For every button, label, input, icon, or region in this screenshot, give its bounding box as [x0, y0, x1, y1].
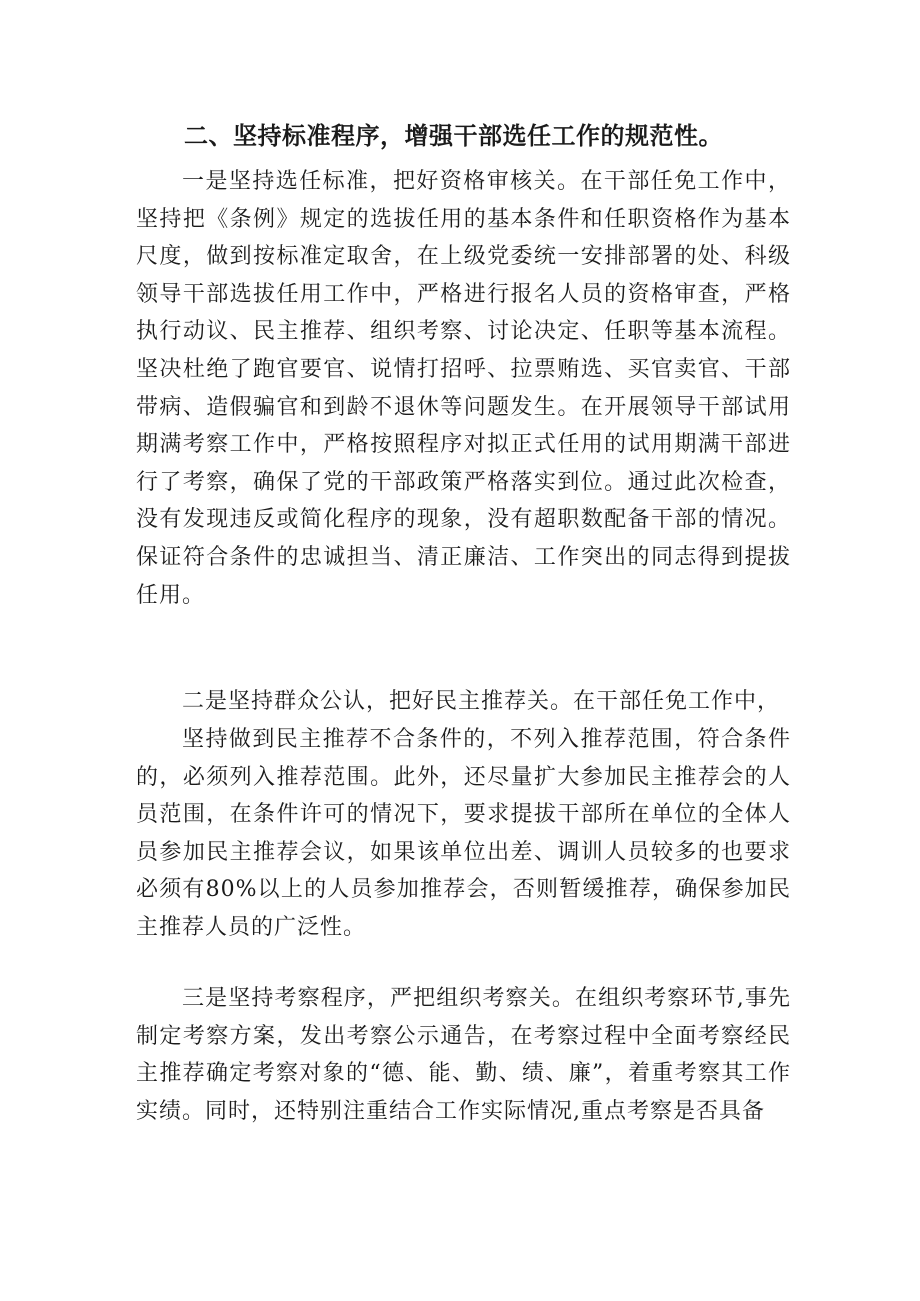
paragraph-democratic-recommendation-intro: 二是坚持群众公认，把好民主推荐关。在干部任免工作中， [182, 689, 781, 714]
paragraph-democratic-recommendation-body: 坚持做到民主推荐不合条件的，不列入推荐范围，符合条件的，必须列入推荐范围。此外，还尽量扩大参加民主推荐会的人员范围，在条件许可的情况下，要求提拔干部所在单位的全体人员参加民主推荐会议，如果该单位出差、调训人员较多的也要求必须有80%以上的人员参加推荐会，否则暂缓推荐，确保参加民主推荐人员的广泛性。 [136, 727, 791, 940]
section-heading: 二、坚持标准程序，增强干部选任工作的规范性。 [184, 122, 723, 150]
paragraph-inspection-procedure: 三是坚持考察程序，严把组织考察关。在组织考察环节,事先制定考察方案，发出考察公示通告，在考察过程中全面考察经民主推荐确定考察对象的“德、能、勤、绩、廉”，着重考察其工作实绩。同时，还特别注重结合工作实际情况,重点考察是否具备 [136, 986, 791, 1124]
paragraph-qualification-review: 一是坚持选任标准，把好资格审核关。在干部任免工作中，坚持把《条例》规定的选拔任用的基本条件和任职资格作为基本尺度，做到按标准定取舍，在上级党委统一安排部署的处、科级领导干部选拔任用工作中，严格进行报名人员的资格审查，严格执行动议、民主推荐、组织考察、讨论决定、任职等基本流程。坚决杜绝了跑官要官、说情打招呼、拉票贿选、买官卖官、干部带病、造假骗官和到龄不退休等问题发生。在开展领导干部试用期满考察工作中，严格按照程序对拟正式任用的试用期满干部进行了考察，确保了党的干部政策严格落实到位。通过此次检查，没有发现违反或简化程序的现象，没有超职数配备干部的情况。保证符合条件的忠诚担当、清正廉洁、工作突出的同志得到提拔任用。 [136, 169, 791, 608]
